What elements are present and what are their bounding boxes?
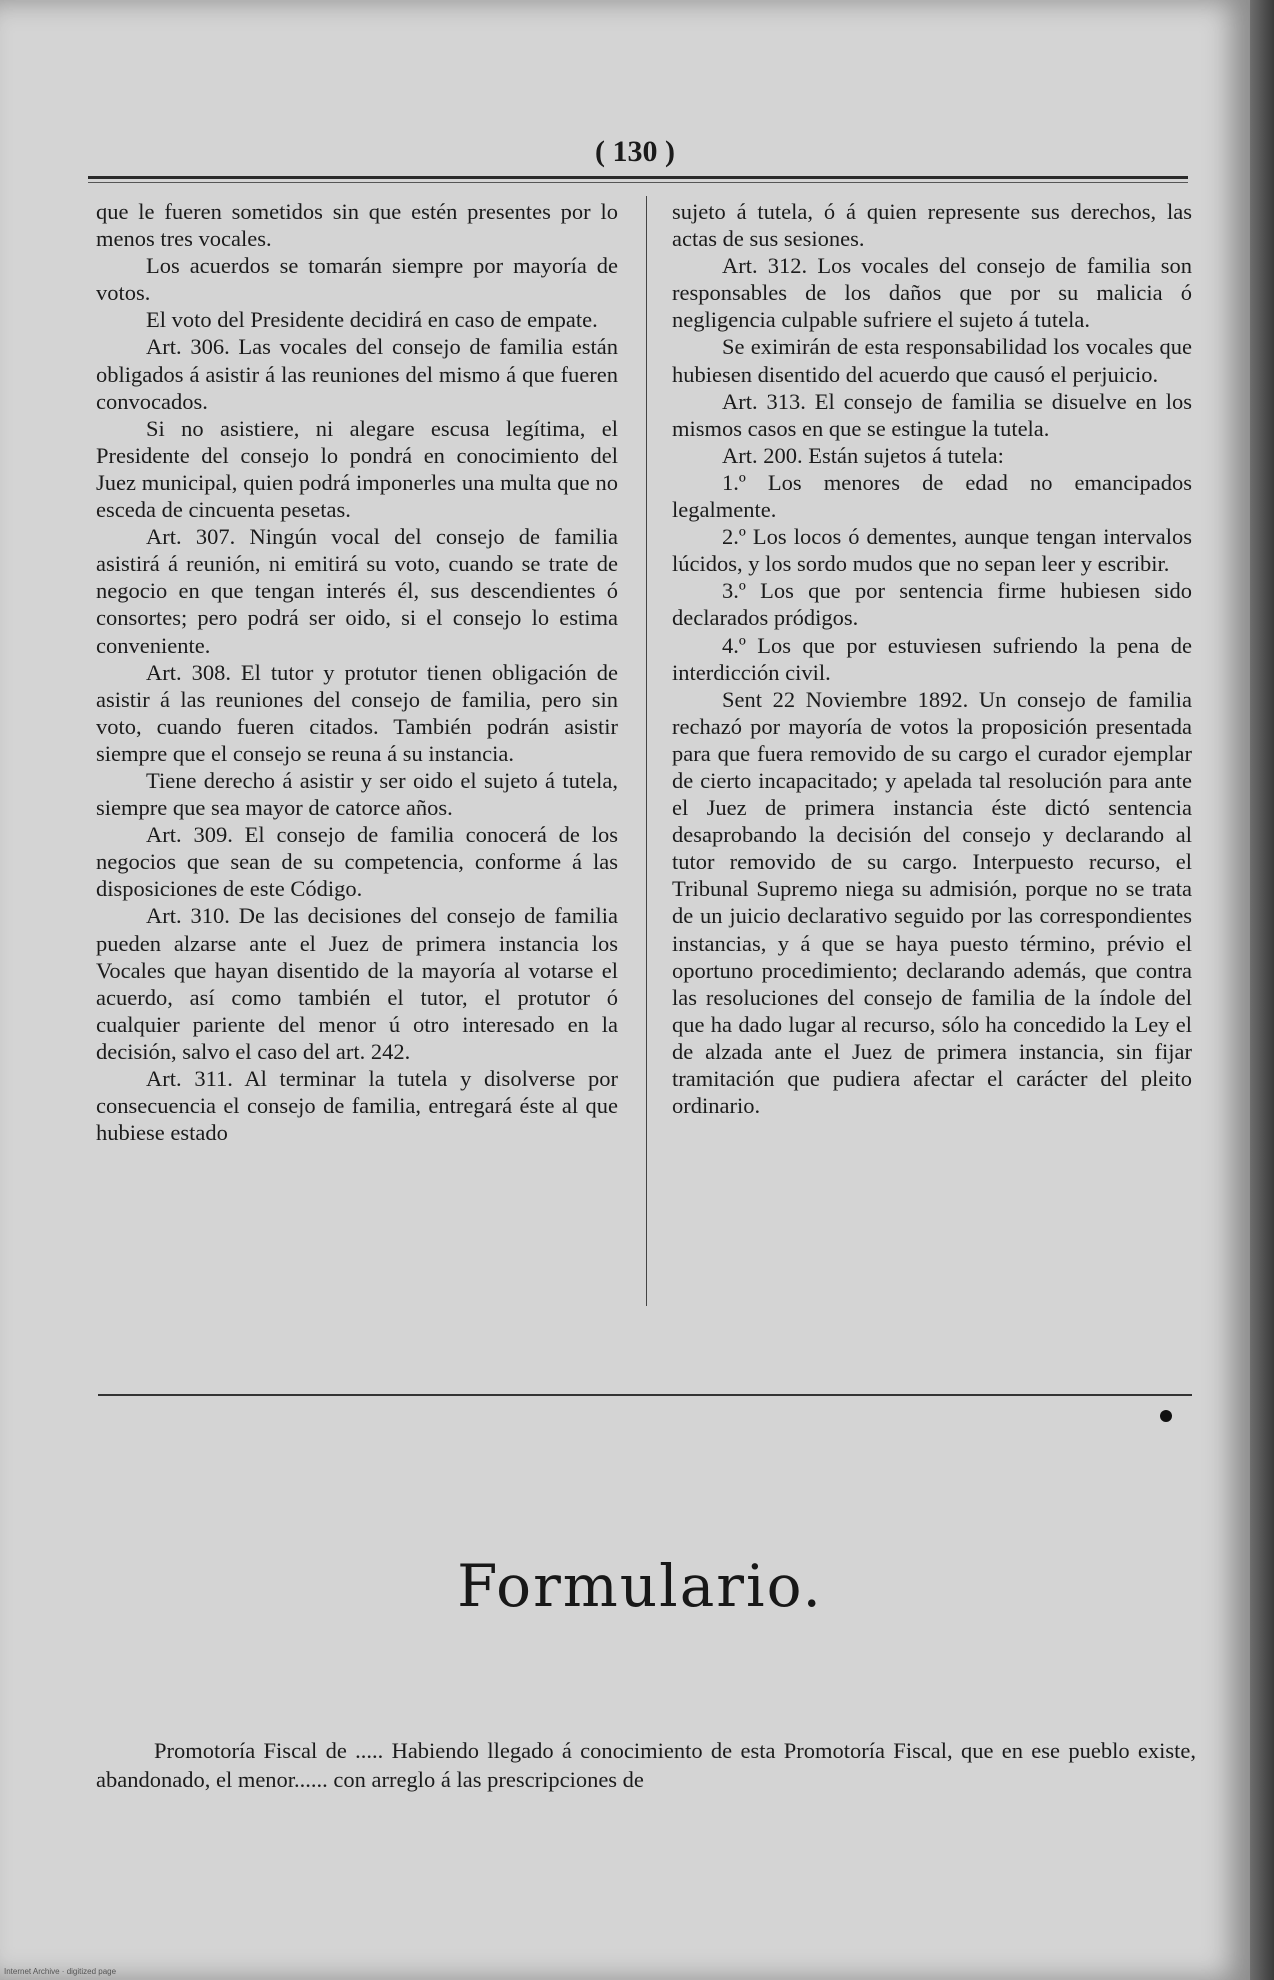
left-column-paragraph: Art. 306. Las vocales del consejo de familia están obligados á asistir á las reuniones del mismo á que fueren convocados. (96, 334, 618, 414)
right-column-paragraph: Art. 313. El consejo de familia se disuelve en los mismos casos en que se estingue la tutela. (672, 388, 1192, 441)
form-text (96, 1736, 1196, 1794)
left-column-paragraph: Art. 310. De las decisiones del consejo de familia pueden alzarse ante el Juez de primera instancia los Vocales que hayan disentido de la mayoría al votarse el acuerdo, así como también el tutor, el protutor ó cualquier pariente del menor ú otro interesado en la decisión, salvo el caso del art. 242. (96, 903, 618, 1064)
section-rule (98, 1394, 1192, 1396)
right-column-paragraph: 3.º Los que por sentencia firme hubiesen sido declarados pródigos. (672, 578, 1192, 631)
left-column-paragraph: Art. 311. Al terminar la tutela y disolverse por consecuencia el consejo de familia, entregará éste al que hubiese estado (96, 1066, 618, 1146)
top-rule (88, 176, 1188, 179)
section-heading: Formulario. (457, 1552, 823, 1620)
top-rule-thin (88, 182, 1188, 183)
right-column-paragraph: Sent 22 Noviembre 1892. Un consejo de familia rechazó por mayoría de votos la proposición presentada para que fuera removido de su cargo el curador ejemplar de cierto incapacitado; y apelada tal resolución para ante el Juez de primera instancia éste dictó sentencia desaprobando la decisión del consejo y declarando al tutor removido de su cargo. Interpuesto recurso, el Tribunal Supremo niega su admisión, porque no se trata de un juicio declarativo seguido por las correspondientes instancias, y á que se haya puesto término, prévio el oportuno procedimiento; declarando además, que contra las resoluciones del consejo de familia de la índole del que ha dado lugar al recurso, sólo ha concedido la Ley el de alzada ante el Juez de primera instancia, sin fijar tramitación que pudiera afectar el carácter del pleito ordinario. (672, 686, 1192, 1119)
left-column-paragraph: Los acuerdos se tomarán siempre por mayoría de votos. (96, 253, 618, 306)
right-column-paragraph: Art. 200. Están sujetos á tutela: (722, 442, 1004, 468)
left-column-paragraph: Art. 307. Ningún vocal del consejo de familia asistirá á reunión, ni emitirá su voto, cuando se trate de negocio en que tengan interés él, sus descendientes ó consortes; pero podrá ser oido, si el consejo lo estima conveniente. (96, 524, 618, 658)
left-column (96, 198, 618, 1308)
right-column-paragraph: 2.º Los locos ó dementes, aunque tengan intervalos lúcidos, y los sordo mudos que no sepan leer y escribir. (672, 524, 1192, 577)
page-edge (1250, 0, 1274, 1980)
right-column-paragraph: sujeto á tutela, ó á quien represente sus derechos, las actas de sus sesiones. (672, 199, 1192, 252)
left-column-paragraph: que le fueren sometidos sin que estén presentes por lo menos tres vocales. (96, 199, 618, 252)
right-column-paragraph: Art. 312. Los vocales del consejo de familia son responsables de los daños que por su malicia ó negligencia culpable sufriere el sujeto á tutela. (672, 253, 1192, 333)
column-divider (646, 196, 647, 1306)
left-column-paragraph: El voto del Presidente decidirá en caso de empate. (146, 307, 598, 333)
left-column-paragraph: Tiene derecho á asistir y ser oido el sujeto á tutela, siempre que sea mayor de catorce años. (96, 767, 618, 821)
right-column (672, 198, 1192, 1308)
left-column-paragraph: Art. 308. El tutor y protutor tienen obligación de asistir á las reuniones del consejo de familia, pero sin voto, cuando fueren citados. También podrán asistir siempre que el consejo se reuna á su instancia. (96, 659, 618, 766)
form-paragraph: Promotoría Fiscal de ..... Habiendo llegado á conocimiento de esta Promotoría Fiscal, que en ese pueblo existe, abandonado, el menor...... con arreglo á las prescripciones de (96, 1738, 1196, 1792)
right-column-paragraph: 1.º Los menores de edad no emancipados legalmente. (672, 469, 1192, 523)
right-column-paragraph: Se eximirán de esta responsabilidad los vocales que hubiesen disentido del acuerdo que causó el perjuicio. (672, 334, 1192, 387)
left-column-paragraph: Art. 309. El consejo de familia conocerá de los negocios que sean de su competencia, conforme á las disposiciones de este Código. (96, 822, 618, 902)
right-column-paragraph: 4.º Los que por estuviesen sufriendo la pena de interdicción civil. (672, 632, 1192, 685)
left-column-paragraph: Si no asistiere, ni alegare escusa legítima, el Presidente del consejo lo pondrá en conocimiento del Juez municipal, quien podrá imponerles una multa que no esceda de cincuenta pesetas. (96, 415, 618, 523)
ink-dot (1160, 1410, 1172, 1422)
page-number: ( 130 ) (595, 135, 675, 168)
footer-note: Internet Archive · digitized page (4, 1967, 117, 1976)
